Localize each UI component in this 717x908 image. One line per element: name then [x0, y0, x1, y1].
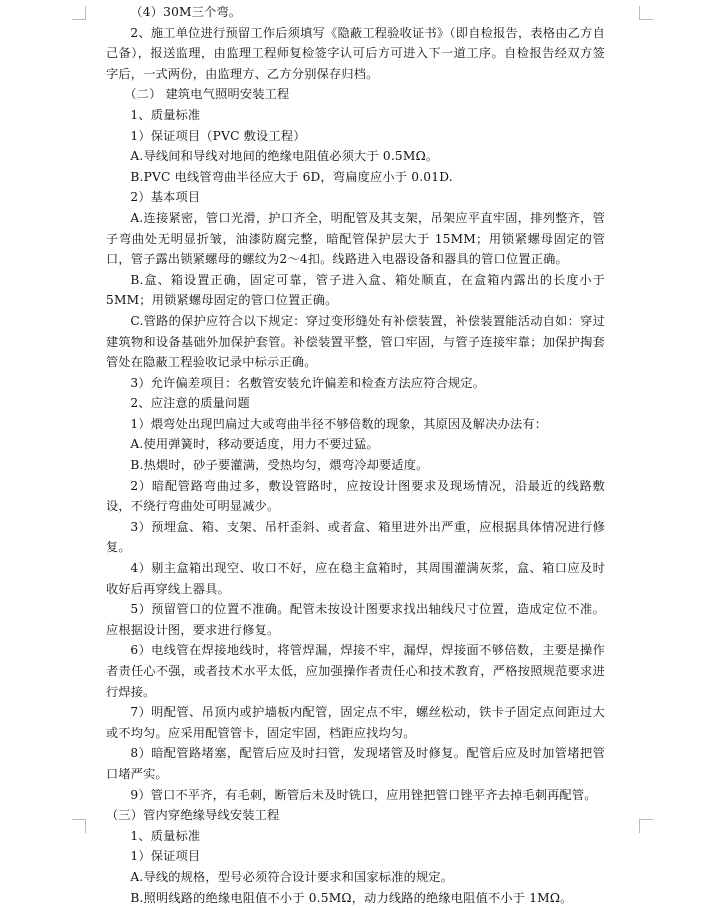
paragraph: 8）暗配管路堵塞，配管后应及时扫管，发现堵管及时修复。配管后应及时加管堵把管口堵严实。 — [106, 746, 605, 781]
paragraph: 3）允许偏差项目：名敷管安装允许偏差和检查方法应符合规定。 — [130, 375, 486, 390]
paragraph: A.连接紧密，管口光滑，护口齐全，明配管及其支架，吊架应平直牢固，排列整齐，管子弯曲处无明显折皱，油漆防腐完整，暗配管保护层大于 15MM；用锁紧螺母固定的管口，管子露出锁紧螺母的螺纹为2～4扣。线路进入电器设备和器具的管口位置正确。 — [106, 210, 605, 267]
paragraph: B.盒、箱设置正确，固定可靠，管子进入盒、箱处顺直，在盒箱内露出的长度小于 5MM；用锁紧螺母固定的管口位置正确。 — [106, 272, 605, 308]
paragraph: 3）预埋盒、箱、支架、吊杆歪斜、或者盒、箱里进外出严重，应根据具体情况进行修复。 — [106, 519, 605, 555]
paragraph: A.使用弹簧时，移动要适度，用力不要过猛。 — [130, 437, 379, 452]
subheading: 1）保证项目 — [130, 849, 201, 864]
paragraph: 6）电线管在焊接地线时，将管焊漏，焊接不牢，漏焊，焊接面不够倍数，主要是操作者责任心不强，或者技术水平太低，应加强操作者责任心和技术教育，严格按照规范要求进行焊接。 — [106, 643, 605, 699]
subheading: 1）保证项目（PVC 敷设工程） — [130, 128, 306, 143]
paragraph: 4）剔主盒箱出现空、收口不好，应在稳主盒箱时，其周围灌满灰浆，盒、箱口应及时收好后再穿线上器具。 — [106, 561, 605, 596]
paragraph: （4）30M三个弯。 — [130, 5, 242, 19]
paragraph: 7）明配管、吊顶内或护墙板内配管，固定点不牢，螺丝松动，铁卡子固定点间距过大或不均匀。应采用配管管卡，固定牢固，档距应找均匀。 — [106, 705, 605, 740]
paragraph: 2）暗配管路弯曲过多，敷设管路时，应按设计图要求及现场情况，沿最近的线路敷设，不绕行弯曲处可明显减少。 — [106, 478, 605, 514]
crop-mark-bottom-left — [72, 819, 86, 833]
section-heading: （二） 建筑电气照明安装工程 — [124, 87, 290, 102]
subheading: 1、质量标准 — [130, 828, 201, 843]
crop-mark-bottom-right — [639, 819, 653, 833]
paragraph: C.管路的保护应符合以下规定：穿过变形缝处有补偿装置，补偿装置能活动自如：穿过建筑物和设备基础外加保护套管。补偿装置平整，管口牢固，与管子连接牢靠；加保护掏套管处在隐蔽工程验收记录中标示正确。 — [106, 313, 605, 370]
paragraph: 1）煨弯处出现凹扁过大或弯曲半径不够倍数的现象，其原因及解决办法有： — [130, 416, 548, 431]
subheading: 2、应注意的质量问题 — [130, 396, 250, 411]
paragraph: B.PVC 电线管弯曲半径应大于 6D，弯扁度应小于 0.01D. — [130, 169, 453, 184]
section-heading: （三）管内穿绝缘导线安装工程 — [106, 808, 280, 823]
paragraph: 5）预留管口的位置不准确。配管未按设计图要求找出轴线尺寸位置，造成定位不准。应根据设计图，要求进行修复。 — [106, 602, 605, 637]
subheading: 2）基本项目 — [130, 190, 201, 205]
paragraph: B.照明线路的绝缘电阻值不小于 0.5MΩ，动力线路的绝缘电阻值不小于 1MΩ。 — [130, 890, 573, 905]
paragraph: B.热煨时，砂子要灌满，受热均匀，煨弯冷却要适度。 — [130, 458, 429, 473]
paragraph: 9）管口不平齐，有毛刺，断管后未及时铣口，应用锉把管口锉平齐去掉毛刺再配管。 — [130, 787, 597, 802]
subheading: 1、质量标准 — [130, 107, 201, 122]
paragraph: A.导线的规格，型号必须符合设计要求和国家标准的规定。 — [130, 869, 454, 884]
crop-mark-top-left — [72, 6, 86, 20]
crop-mark-top-right — [639, 6, 653, 20]
paragraph: A.导线间和导线对地间的绝缘电阻值必须大于 0.5MΩ。 — [130, 149, 439, 164]
paragraph: 2、施工单位进行预留工作后须填写《隐蔽工程验收证书》（即自检报告，表格由乙方自己备），报送监理，由监理工程师复检签字认可后方可进入下一道工序。自检报告经双方签字后，一式两份，由监理方、乙方分别保存归档。 — [106, 25, 605, 81]
